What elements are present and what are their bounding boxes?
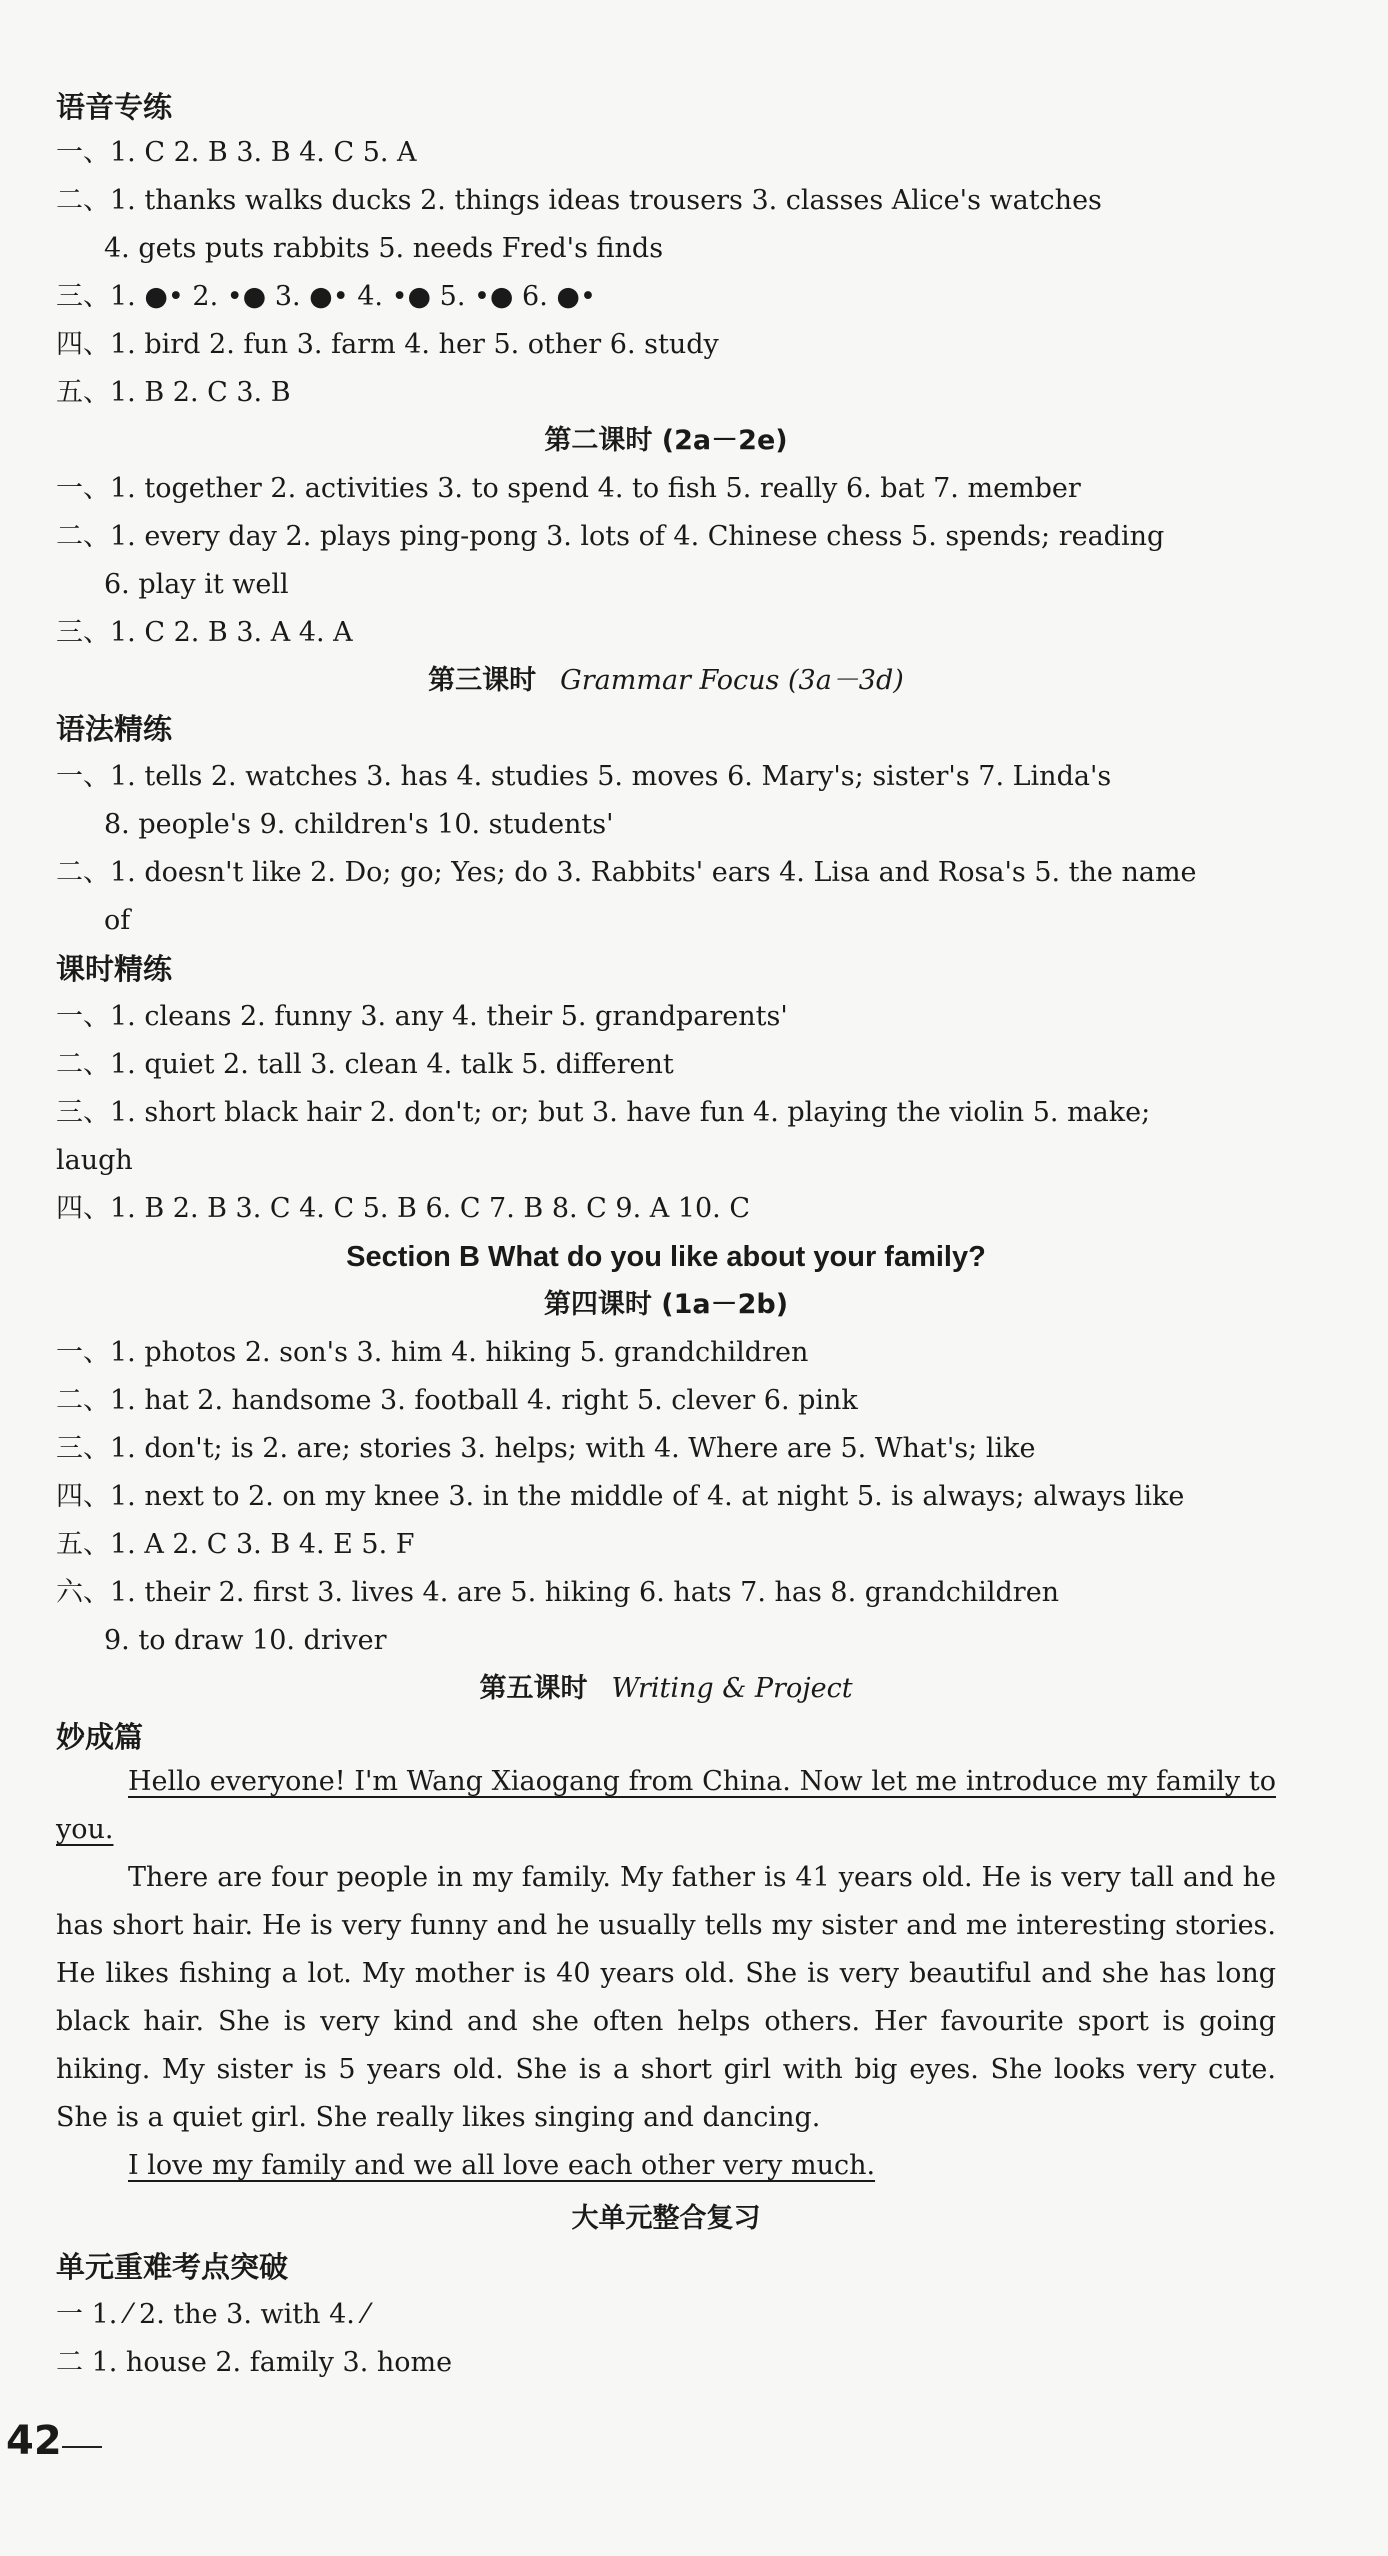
answer-line: 三、1. ●• 2. •● 3. ●• 4. •● 5. •● 6. ●• bbox=[56, 281, 596, 312]
answer-line: 一、1. cleans 2. funny 3. any 4. their 5. grandparents' bbox=[56, 1001, 788, 1032]
answer-line: 一、1. together 2. activities 3. to spend 4. to fish 5. really 6. bat 7. member bbox=[56, 473, 1081, 504]
section-b-heading: Section B What do you like about your family? bbox=[346, 1241, 986, 1273]
answer-line: 二、1. hat 2. handsome 3. football 4. right 5. clever 6. pink bbox=[56, 1385, 858, 1416]
answer-line: 五、1. A 2. C 3. B 4. E 5. F bbox=[56, 1529, 415, 1560]
answer-line: 9. to draw 10. driver bbox=[104, 1625, 387, 1656]
answer-line: 一 1. ⁄ 2. the 3. with 4. ⁄ bbox=[56, 2299, 368, 2330]
lesson-heading-5 bbox=[56, 1670, 1276, 1708]
answer-line: 二、1. quiet 2. tall 3. clean 4. talk 5. different bbox=[56, 1049, 674, 1080]
answer-line: 五、1. B 2. C 3. B bbox=[56, 377, 291, 408]
answer-line: 二、1. doesn't like 2. Do; go; Yes; do 3. Rabbits' ears 4. Lisa and Rosa's 5. the name bbox=[56, 857, 1197, 888]
answer-line: 六、1. their 2. first 3. lives 4. are 5. hiking 6. hats 7. has 8. grandchildren bbox=[56, 1577, 1060, 1608]
page-number: 42 bbox=[6, 2418, 62, 2464]
lesson-subtitle: Writing & Project bbox=[611, 1673, 853, 1704]
answer-line: 三、1. short black hair 2. don't; or; but 3. have fun 4. playing the violin 5. make; bbox=[56, 1097, 1151, 1128]
lesson-title: 第三课时 bbox=[428, 665, 537, 696]
lesson-subtitle: Grammar Focus (3a－3d) bbox=[560, 665, 904, 696]
answer-line: of bbox=[104, 905, 131, 936]
answer-line: laugh bbox=[56, 1145, 133, 1176]
answer-line: 三、1. don't; is 2. are; stories 3. helps; with 4. Where are 5. What's; like bbox=[56, 1433, 1036, 1464]
answer-line: 三、1. C 2. B 3. A 4. A bbox=[56, 617, 353, 648]
answer-line: 8. people's 9. children's 10. students' bbox=[104, 809, 614, 840]
essay-opening: Hello everyone! I'm Wang Xiaogang from China. Now let me introduce my family to you. bbox=[56, 1766, 1276, 1845]
answer-line: 二 1. house 2. family 3. home bbox=[56, 2347, 453, 2378]
heading-lesson-practice: 课时精练 bbox=[56, 952, 173, 986]
essay-closing: I love my family and we all love each other very much. bbox=[128, 2150, 876, 2181]
heading-grammar: 语法精练 bbox=[56, 712, 173, 746]
answer-line: 四、1. bird 2. fun 3. farm 4. her 5. other 6. study bbox=[56, 329, 719, 360]
answer-line: 一、1. photos 2. son's 3. him 4. hiking 5. grandchildren bbox=[56, 1337, 809, 1368]
answer-line: 四、1. next to 2. on my knee 3. in the middle of 4. at night 5. is always; always like bbox=[56, 1481, 1185, 1512]
lesson-heading-3 bbox=[56, 662, 1276, 700]
lesson-title: 第五课时 bbox=[479, 1673, 588, 1704]
lesson-heading-4: 第四课时 (1a－2b) bbox=[543, 1289, 789, 1320]
answer-line: 4. gets puts rabbits 5. needs Fred's finds bbox=[104, 233, 664, 264]
answer-line: 一、1. tells 2. watches 3. has 4. studies 5. moves 6. Mary's; sister's 7. Linda's bbox=[56, 761, 1112, 792]
lesson-heading-2: 第二课时 (2a－2e) bbox=[544, 425, 788, 456]
answer-line: 二、1. thanks walks ducks 2. things ideas trousers 3. classes Alice's watches bbox=[56, 185, 1102, 216]
heading-phonics: 语音专练 bbox=[56, 90, 173, 124]
heading-key-points: 单元重难考点突破 bbox=[56, 2250, 289, 2284]
answer-line: 二、1. every day 2. plays ping-pong 3. lots of 4. Chinese chess 5. spends; reading bbox=[56, 521, 1165, 552]
answer-line: 6. play it well bbox=[104, 569, 289, 600]
heading-writing: 妙成篇 bbox=[56, 1720, 144, 1754]
page-number-rule bbox=[62, 2446, 102, 2448]
essay-body: There are four people in my family. My father is 41 years old. He is very tall and he has short hair. He is very funny and he usually tells my sister and me interesting stories. He likes fishing a lot. My mother is 40 years old. She is very beautiful and she has long black hair. She is very kind and she often helps others. Her favourite sport is going hiking. My sister is 5 years old. She is a short girl with big eyes. She looks very cute. She is a quiet girl. She really likes singing and dancing. bbox=[56, 1862, 1276, 2133]
answer-line: 一、1. C 2. B 3. B 4. C 5. A bbox=[56, 137, 417, 168]
answer-line: 四、1. B 2. B 3. C 4. C 5. B 6. C 7. B 8. C 9. A 10. C bbox=[56, 1193, 751, 1224]
review-heading: 大单元整合复习 bbox=[571, 2203, 761, 2234]
